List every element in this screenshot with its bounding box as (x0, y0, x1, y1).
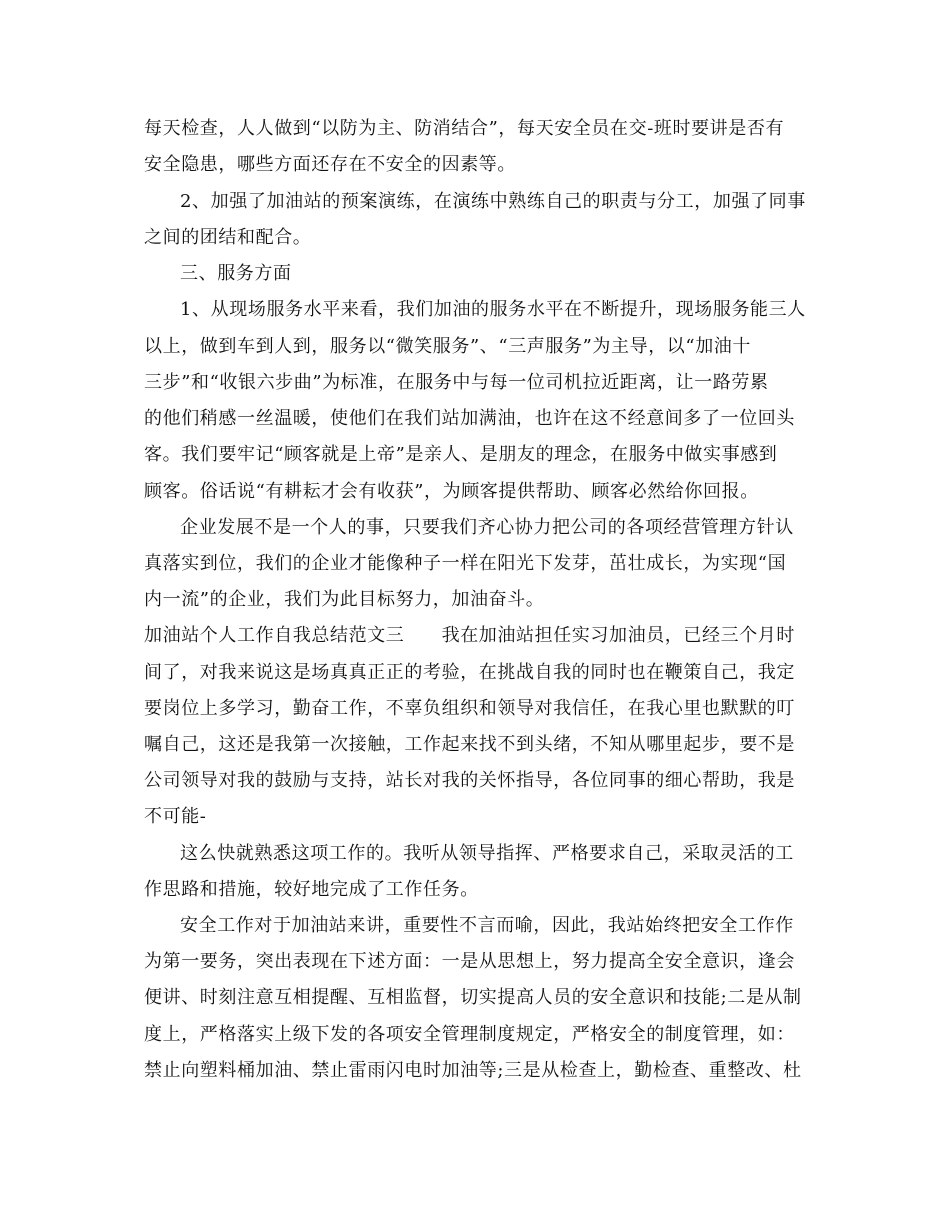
text-line: 这么快就熟悉这项工作的。我听从领导指挥、严格要求自己，采取灵活的工 (180, 843, 794, 864)
text-line: 加油站个人工作自我总结范文三 我在加油站担任实习加油员，已经三个月时 (144, 625, 795, 646)
text-line: 以上，做到车到人到，服务以“微笑服务”、“三声服务”为主导，以“加油十 (144, 336, 752, 357)
text-line: 便讲、时刻注意互相提醒、互相监督，切实提高人员的安全意识和技能;二是从制 (144, 987, 802, 1008)
text-line: 公司领导对我的鼓励与支持，站长对我的关怀指导，各位同事的细心帮助，我是 (144, 770, 795, 791)
section-heading: 三、服务方面 (180, 263, 292, 284)
text-line: 的他们稍感一丝温暖，使他们在我们站加满油，也许在这不经意间多了一位回头 (144, 408, 795, 429)
text-line: 每天检查，人人做到“以防为主、防消结合”，每天安全员在交-班时要讲是否有 (144, 118, 785, 139)
text-line: 三步”和“收银六步曲”为标准，在服务中与每一位司机拉近距离，让一路劳累 (144, 372, 769, 393)
text-line: 之间的团结和配合。 (144, 227, 312, 248)
text-line: 要岗位上多学习，勤奋工作，不辜负组织和领导对我信任，在我心里也默默的叮 (144, 698, 795, 719)
text-line: 1、从现场服务水平来看，我们加油的服务水平在不断提升，现场服务能三人 (180, 299, 806, 320)
text-line: 间了，对我来说这是场真真正正的考验，在挑战自我的同时也在鞭策自己，我定 (144, 662, 795, 683)
text-line: 度上，严格落实上级下发的各项安全管理制度规定，严格安全的制度管理，如： (144, 1024, 795, 1045)
text-line: 嘱自己，这还是我第一次接触，工作起来找不到头绪，不知从哪里起步，要不是 (144, 734, 795, 755)
text-line: 2、加强了加油站的预案演练，在演练中熟练自己的职责与分工，加强了同事 (180, 191, 806, 212)
text-line: 不可能- (144, 806, 207, 827)
text-line: 企业发展不是一个人的事，只要我们齐心协力把公司的各项经营管理方针认 (180, 517, 794, 538)
text-line: 客。我们要牢记“顾客就是上帝”是亲人、是朋友的理念，在服务中做实事感到 (144, 444, 778, 465)
text-line: 真落实到位，我们的企业才能像种子一样在阳光下发芽，茁壮成长，为实现“国 (144, 553, 787, 574)
text-line: 内一流”的企业，我们为此目标努力，加油奋斗。 (144, 589, 545, 610)
text-line: 安全工作对于加油站来讲，重要性不言而喻，因此，我站始终把安全工作作 (180, 915, 794, 936)
text-line: 顾客。俗话说“有耕耘才会有收获”，为顾客提供帮助、顾客必然给你回报。 (144, 481, 759, 502)
text-line: 为第一要务，突出表现在下述方面：一是从思想上，努力提高全安全意识，逢会 (144, 951, 795, 972)
text-line: 禁止向塑料桶加油、禁止雷雨闪电时加油等;三是从检查上，勤检查、重整改、杜 (144, 1060, 802, 1081)
text-line: 安全隐患，哪些方面还存在不安全的因素等。 (144, 154, 516, 175)
text-line: 作思路和措施，较好地完成了工作任务。 (144, 879, 479, 900)
